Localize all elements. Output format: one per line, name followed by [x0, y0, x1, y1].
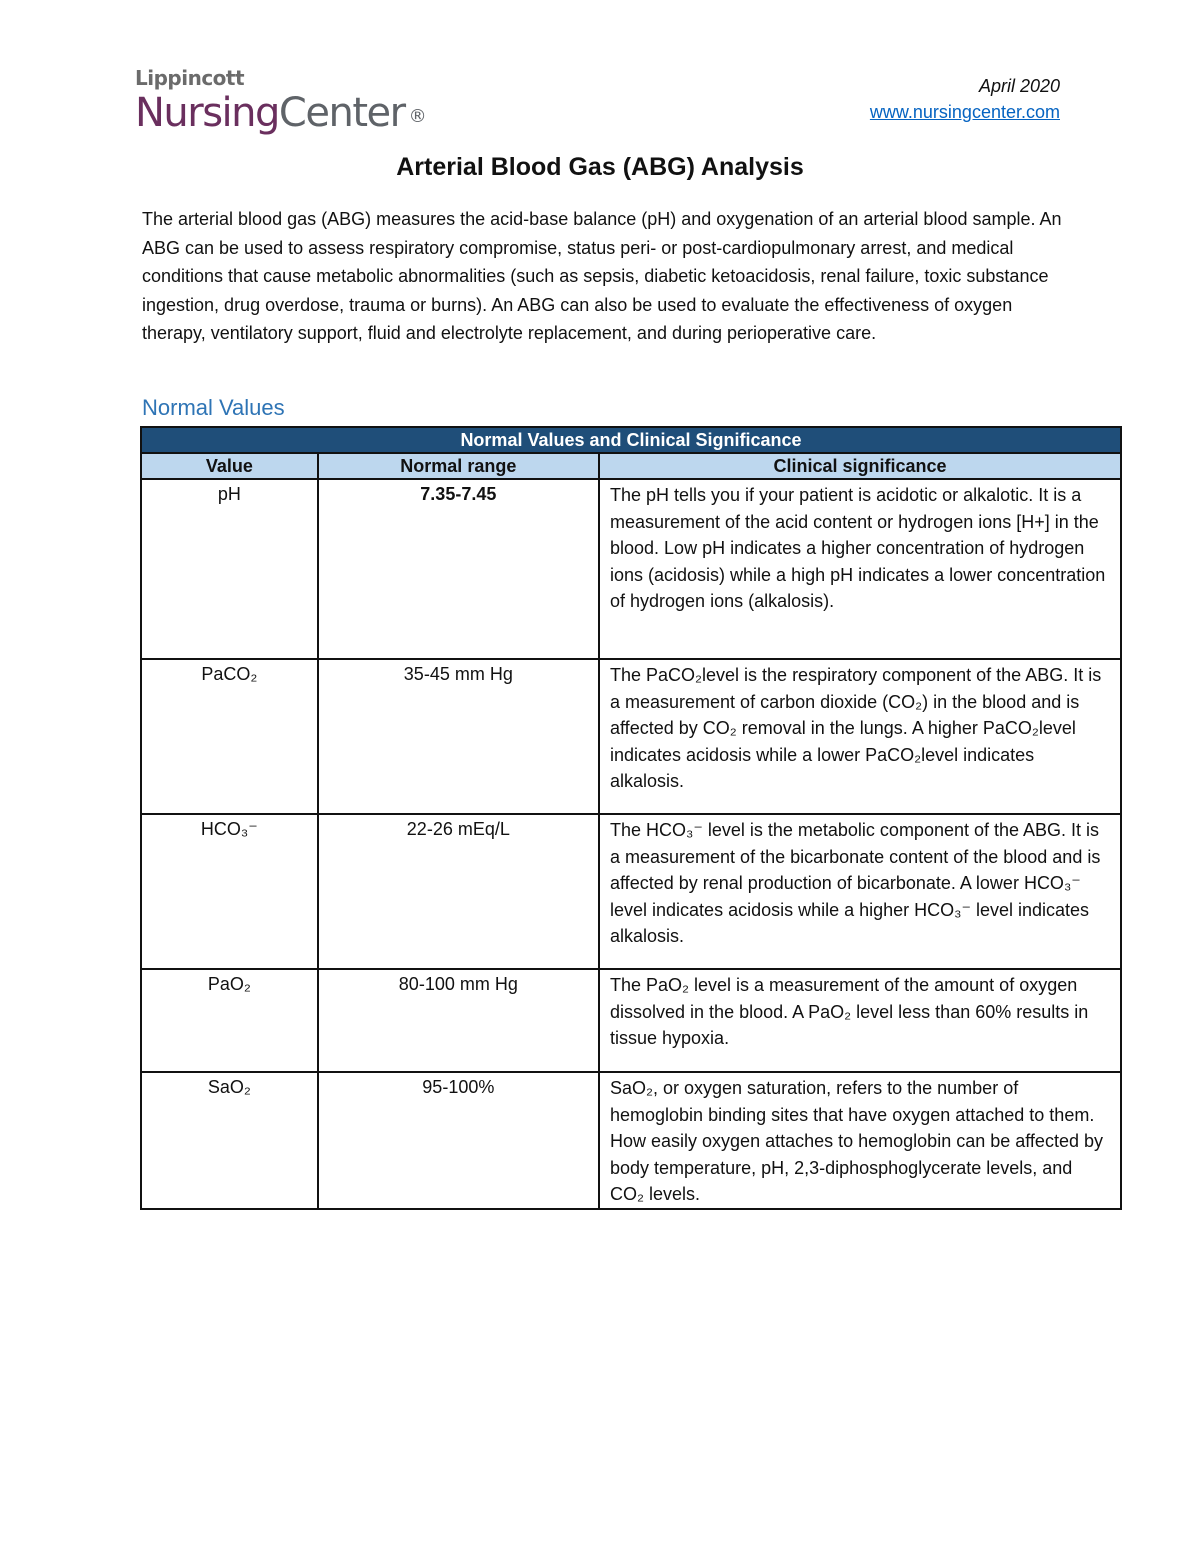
table-row-pao2 [141, 969, 1121, 1072]
cell-value: PaO₂ [141, 969, 318, 1072]
cell-value: PaCO₂ [141, 659, 318, 814]
table-header-row [141, 453, 1121, 479]
column-header-value: Value [141, 453, 318, 479]
cell-normal-range: 95-100% [318, 1072, 599, 1209]
table-row-sao2 [141, 1072, 1121, 1209]
cell-normal-range: 35-45 mm Hg [318, 659, 599, 814]
cell-clinical-significance: SaO₂, or oxygen saturation, refers to the number of hemoglobin binding sites that have oxygen attached to them. How easily oxygen attaches to hemoglobin can be affected by body temperature, pH, 2,3-diphosphoglycerate levels, and CO₂ levels. [599, 1072, 1121, 1209]
document-title: Arterial Blood Gas (ABG) Analysis [396, 153, 804, 181]
table-row-paco2 [141, 659, 1121, 814]
logo-brand-main [135, 90, 425, 136]
cell-normal-range: 22-26 mEq/L [318, 814, 599, 969]
cell-normal-range: 80-100 mm Hg [318, 969, 599, 1072]
cell-clinical-significance: The PaO₂ level is a measurement of the amount of oxygen dissolved in the blood. A PaO₂ level less than 60% results in tissue hypoxia. [599, 969, 1121, 1072]
normal-values-table [140, 426, 1122, 1210]
logo-word-center: Center [278, 90, 405, 136]
website-link[interactable]: www.nursingcenter.com [869, 102, 1060, 122]
column-header-normal-range: Normal range [318, 453, 599, 479]
table-row-hco3 [141, 814, 1121, 969]
document-date: April 2020 [978, 76, 1060, 96]
cell-clinical-significance: The pH tells you if your patient is acidotic or alkalotic. It is a measurement of the acid content or hydrogen ions [H+] in the blood. Low pH indicates a higher concentration of hydrogen ions (acidosis) while a high pH indicates a lower concentration of hydrogen ions (alkalosis). [599, 479, 1121, 659]
cell-normal-range: 7.35-7.45 [318, 479, 599, 659]
logo-word-nursing: Nursing [135, 90, 279, 136]
lippincott-nursingcenter-logo[interactable] [135, 66, 425, 136]
logo-brand-top: Lippincott [135, 66, 245, 90]
table-row-ph [141, 479, 1121, 659]
header-meta [870, 73, 1060, 125]
table-caption-row [141, 427, 1121, 453]
intro-paragraph: The arterial blood gas (ABG) measures the acid-base balance (pH) and oxygenation of an arterial blood sample. An ABG can be used to assess respiratory compromise, status peri- or post-cardiopulmonary arrest, and medical conditions that cause metabolic abnormalities (such as sepsis, diabetic ketoacidosis, renal failure, toxic substance ingestion, drug overdose, trauma or burns). An ABG can also be used to evaluate the effectiveness of oxygen therapy, ventilatory support, fluid and electrolyte replacement, and during perioperative care. [142, 209, 1062, 344]
cell-value: SaO₂ [141, 1072, 318, 1209]
registered-mark: ® [408, 106, 426, 127]
cell-value: HCO₃⁻ [141, 814, 318, 969]
cell-value: pH [141, 479, 318, 659]
column-header-clinical-significance: Clinical significance [599, 453, 1121, 479]
section-heading-normal-values: Normal Values [142, 395, 285, 420]
cell-clinical-significance: The PaCO₂level is the respiratory component of the ABG. It is a measurement of carbon dioxide (CO₂) in the blood and is affected by CO₂ removal in the lungs. A higher PaCO₂level indicates acidosis while a lower PaCO₂level indicates alkalosis. [599, 659, 1121, 814]
table-caption: Normal Values and Clinical Significance [141, 427, 1121, 453]
cell-clinical-significance: The HCO₃⁻ level is the metabolic component of the ABG. It is a measurement of the bicarbonate content of the blood and is affected by renal production of bicarbonate. A lower HCO₃⁻ level indicates acidosis while a higher HCO₃⁻ level indicates alkalosis. [599, 814, 1121, 969]
